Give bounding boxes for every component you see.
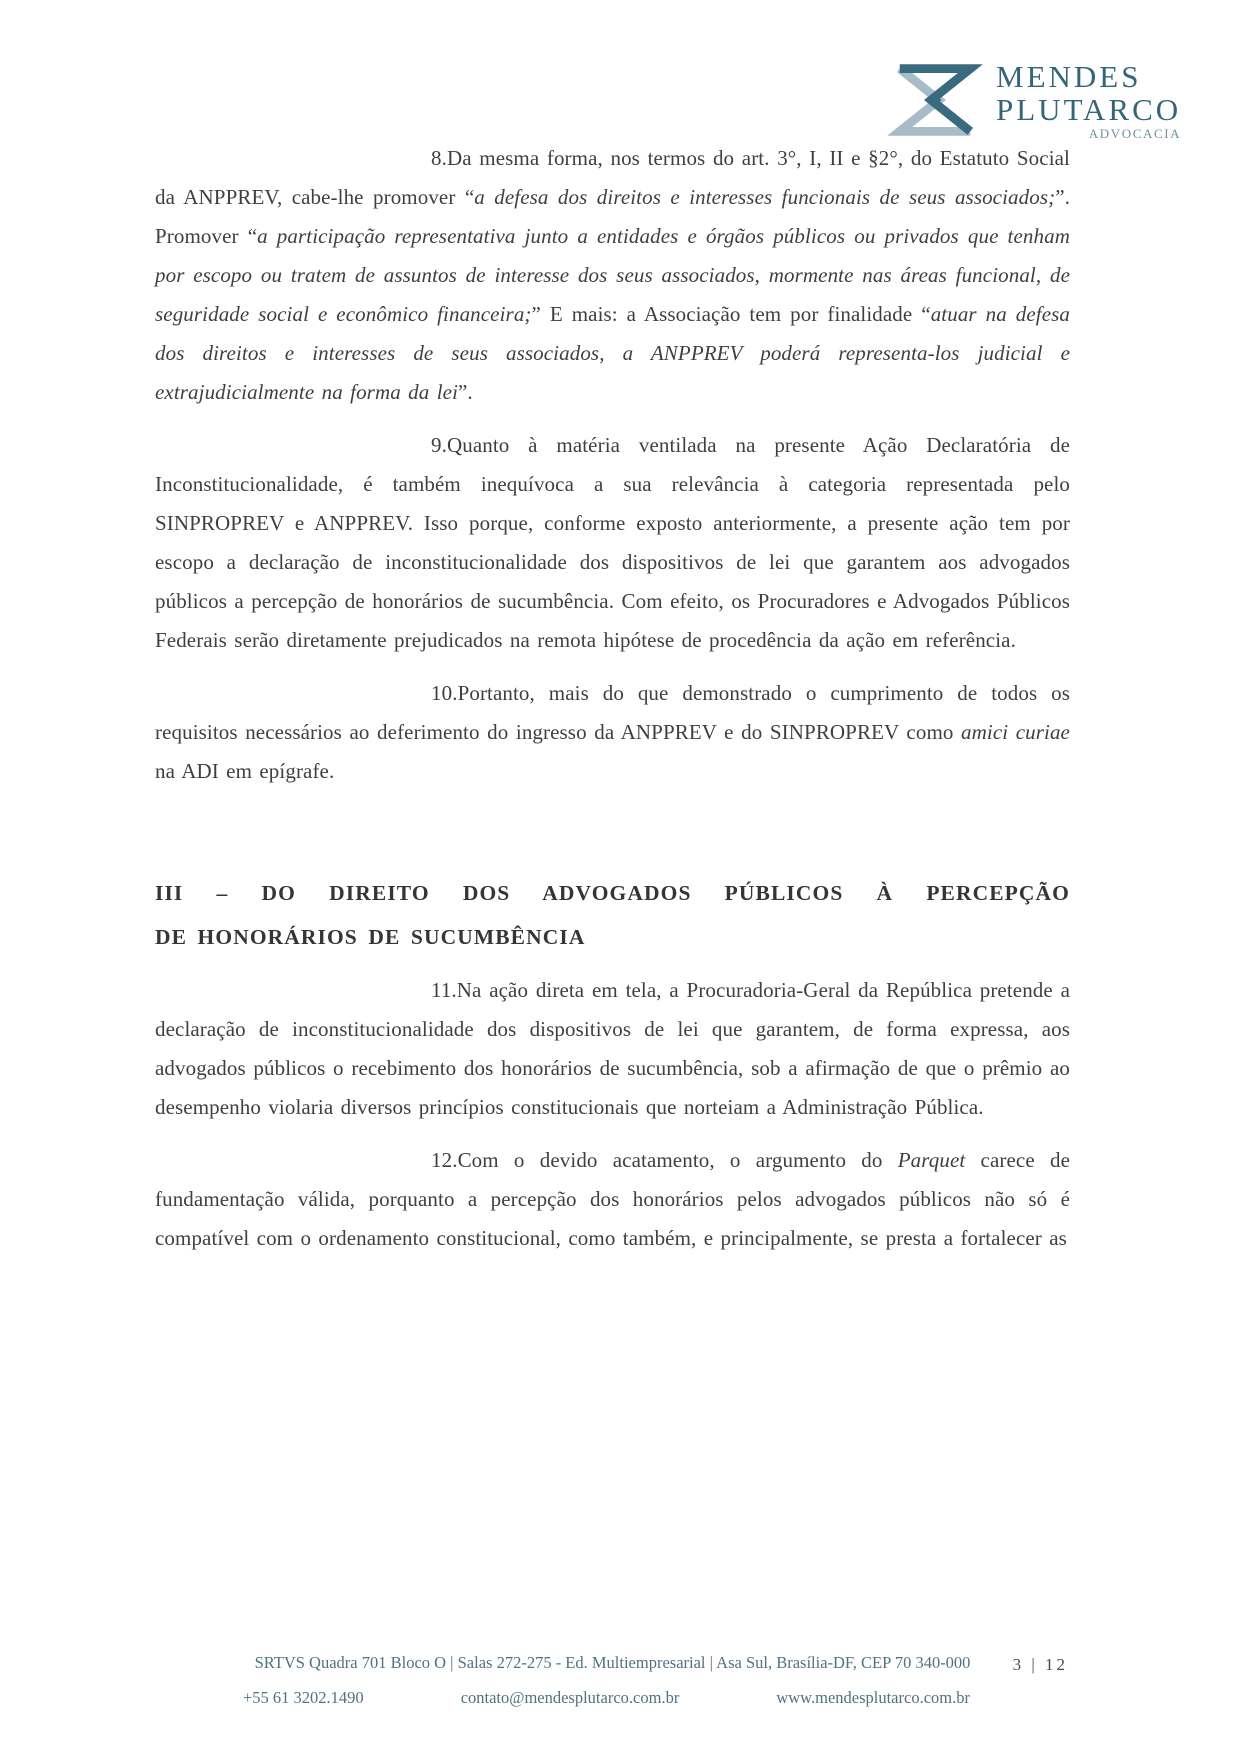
paragraph-11 — [155, 971, 1070, 1127]
brand-name-line1: MENDES — [996, 59, 1142, 94]
footer-phone: +55 61 3202.1490 — [243, 1688, 364, 1707]
brand-text — [996, 60, 1181, 141]
document-body — [155, 139, 1070, 1272]
paragraph-text: Da mesma forma, nos termos do art. 3°, I, II e §2°, do Estatuto Social da ANPPREV, cabe-lhe promover “a defesa dos direitos e interesses funcionais de seus associados;”. Promover “a participação representativa junto a entidades e órgãos públicos ou privados que tenham por escopo ou tratem de assuntos de interesse dos seus associados, mormente nas áreas funcional, de seguridade social e econômico financeira;” E mais: a Associação tem por finalidade “atuar na defesa dos direitos e interesses de seus associados, a ANPPREV poderá representa-los judicial e extrajudicialmente na forma da lei”. — [155, 146, 1071, 404]
footer-address: SRTVS Quadra 701 Bloco O | Salas 272-275 - Ed. Multiempresarial | Asa Sul, Brasília-DF, CEP 70 340-000 — [254, 1653, 971, 1672]
law-firm-logo — [886, 60, 1181, 141]
paragraph-number: 12. — [431, 1148, 458, 1172]
page-number: 3 | 12 — [1012, 1655, 1068, 1674]
section-heading-line1: III – DO DIREITO DOS ADVOGADOS PÚBLICOS À PERCEPÇÃO — [155, 881, 1070, 905]
paragraph-text: Portanto, mais do que demonstrado o cumprimento de todos os requisitos necessários ao deferimento do ingresso da ANPPREV e do SINPROPREV como amici curiae na ADI em epígrafe. — [155, 681, 1070, 783]
paragraph-text: Com o devido acatamento, o argumento do Parquet carece de fundamentação válida, porquanto a percepção dos honorários pelos advogados públicos não só é compatível com o ordenamento constitucional, como também, e principalmente, se presta a fortalecer as — [155, 1148, 1071, 1250]
paragraph-number: 11. — [431, 978, 457, 1002]
paragraph-text: Na ação direta em tela, a Procuradoria-Geral da República pretende a declaração de inconstitucionalidade dos dispositivos de lei que garantem, de forma expressa, aos advogados públicos o recebimento dos honorários de sucumbência, sob a afirmação de que o prêmio ao desempenho violaria diversos princípios constitucionais que norteiam a Administração Pública. — [155, 978, 1070, 1119]
brand-tagline: ADVOCACIA — [1088, 126, 1182, 141]
footer-website: www.mendesplutarco.com.br — [776, 1688, 970, 1707]
paragraph-9 — [155, 426, 1070, 660]
logo-mark-icon — [886, 60, 984, 140]
paragraph-8 — [155, 139, 1070, 412]
paragraph-number: 8. — [431, 146, 447, 170]
paragraph-12 — [155, 1141, 1070, 1258]
paragraph-text: Quanto à matéria ventilada na presente Ação Declaratória de Inconstitucionalidade, é também inequívoca a sua relevância à categoria representada pelo SINPROPREV e ANPPREV. Isso porque, conforme exposto anteriormente, a presente ação tem por escopo a declaração de inconstitucionalidade dos dispositivos de lei que garantem aos advogados públicos a percepção de honorários de sucumbência. Com efeito, os Procuradores e Advogados Públicos Federais serão diretamente prejudicados na remota hipótese de procedência da ação em referência. — [155, 433, 1070, 652]
brand-name-line2: PLUTARCO — [996, 92, 1182, 127]
paragraph-number: 10. — [431, 681, 458, 705]
footer-email: contato@mendesplutarco.com.br — [460, 1688, 680, 1707]
footer — [155, 1653, 1070, 1708]
paragraph-number: 9. — [431, 433, 447, 457]
section-heading-line2: DE HONORÁRIOS DE SUCUMBÊNCIA — [155, 925, 586, 949]
paragraph-10 — [155, 674, 1070, 791]
section-heading — [155, 871, 1070, 959]
footer-contact-row — [155, 1688, 1070, 1708]
